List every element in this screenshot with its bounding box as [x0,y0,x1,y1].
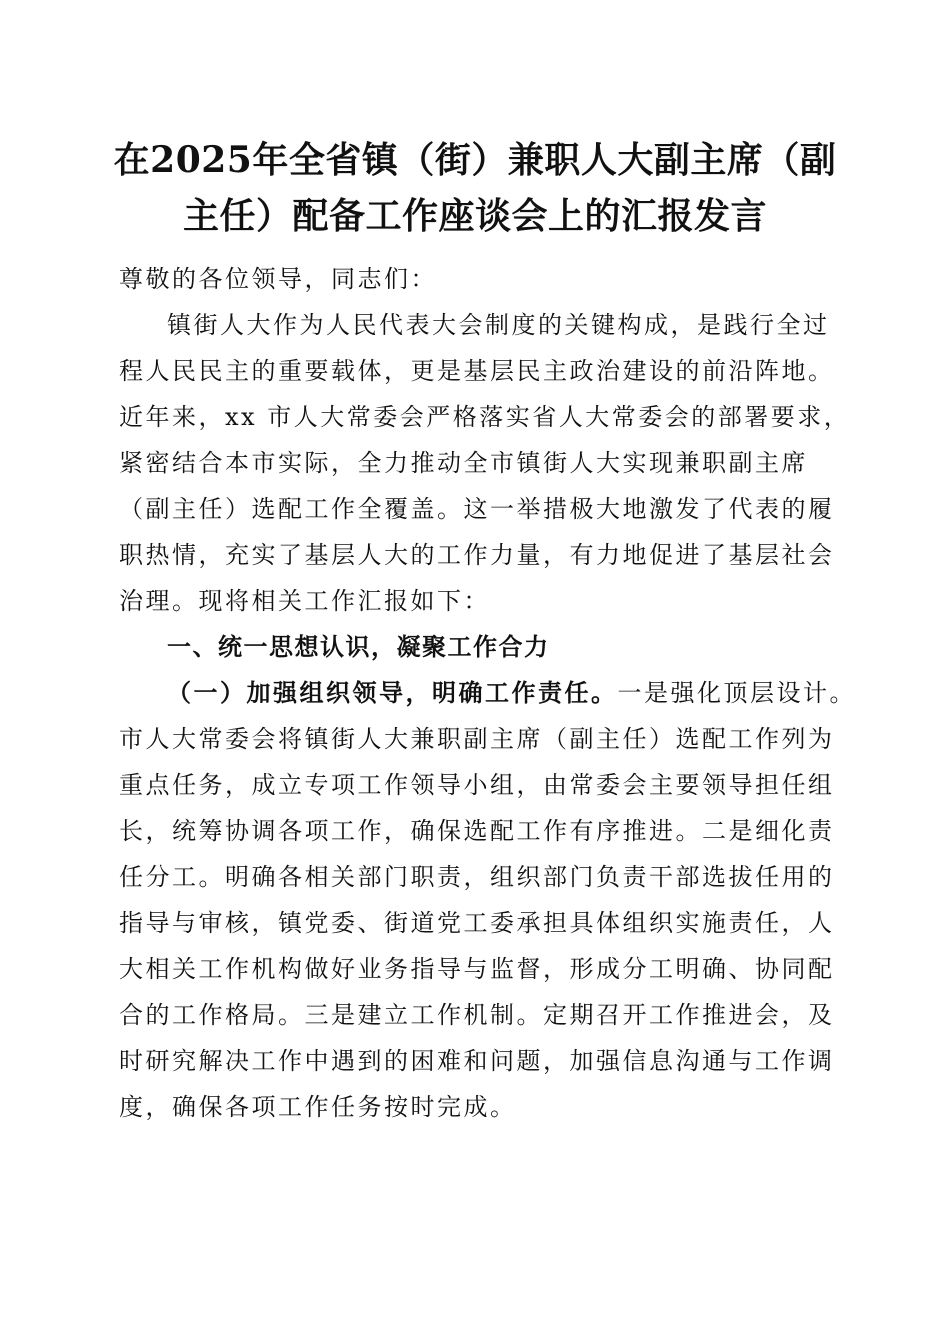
paragraph-line: 长，统筹协调各项工作，确保选配工作有序推进。二是细化责 [119,817,835,845]
paragraph-line: 度，确保各项工作任务按时完成。 [119,1093,517,1121]
paragraph-line: 重点任务，成立专项工作领导小组，由常委会主要领导担任组 [119,771,835,799]
paragraph-line: 紧密结合本市实际，全力推动全市镇街人大实现兼职副主席 [119,449,808,477]
paragraph-line: 治理。现将相关工作汇报如下： [119,587,490,615]
paragraph-line: 合的工作格局。三是建立工作机制。定期召开工作推进会，及 [119,1001,835,1029]
paragraph-line: 市人大常委会将镇街人大兼职副主席（副主任）选配工作列为 [119,725,835,753]
paragraph-line: （副主任）选配工作全覆盖。这一举措极大地激发了代表的履 [119,495,835,523]
document-body [119,256,856,1130]
intro-paragraph [119,302,851,624]
paragraph-first-line [119,670,856,716]
paragraph-line: 近年来，xx 市人大常委会严格落实省人大常委会的部署要求， [119,403,851,431]
paragraph-line: 镇街人大作为人民代表大会制度的关键构成，是践行全过 [167,311,830,339]
paragraph-line: 职热情，充实了基层人大的工作力量，有力地促进了基层社会 [119,541,835,569]
title-line-2: 主任）配备工作座谈会上的汇报发言 [182,195,767,237]
subsection-lead: （一）加强组织领导，明确工作责任。 [167,678,618,707]
section-heading: 一、统一思想认识，凝聚工作合力 [167,633,550,661]
paragraph-line: 程人民民主的重要载体，更是基层民主政治建设的前沿阵地。 [119,357,835,385]
title-line-1: 在2025年全省镇（街）兼职人大副主席（副 [113,139,837,181]
paragraph-line: 指导与审核，镇党委、街道党工委承担具体组织实施责任，人 [119,909,835,937]
subsection-paragraph [119,670,856,1130]
paragraph-line: 大相关工作机构做好业务指导与监督，形成分工明确、协同配 [119,955,835,983]
paragraph-line: 任分工。明确各相关部门职责，组织部门负责干部选拔任用的 [119,863,835,891]
paragraph-line: 时研究解决工作中遇到的困难和问题，加强信息沟通与工作调 [119,1047,835,1075]
salutation: 尊敬的各位领导，同志们： [119,265,437,293]
document-title [95,132,855,244]
subsection-first-rest: 一是强化顶层设计。 [617,679,856,707]
